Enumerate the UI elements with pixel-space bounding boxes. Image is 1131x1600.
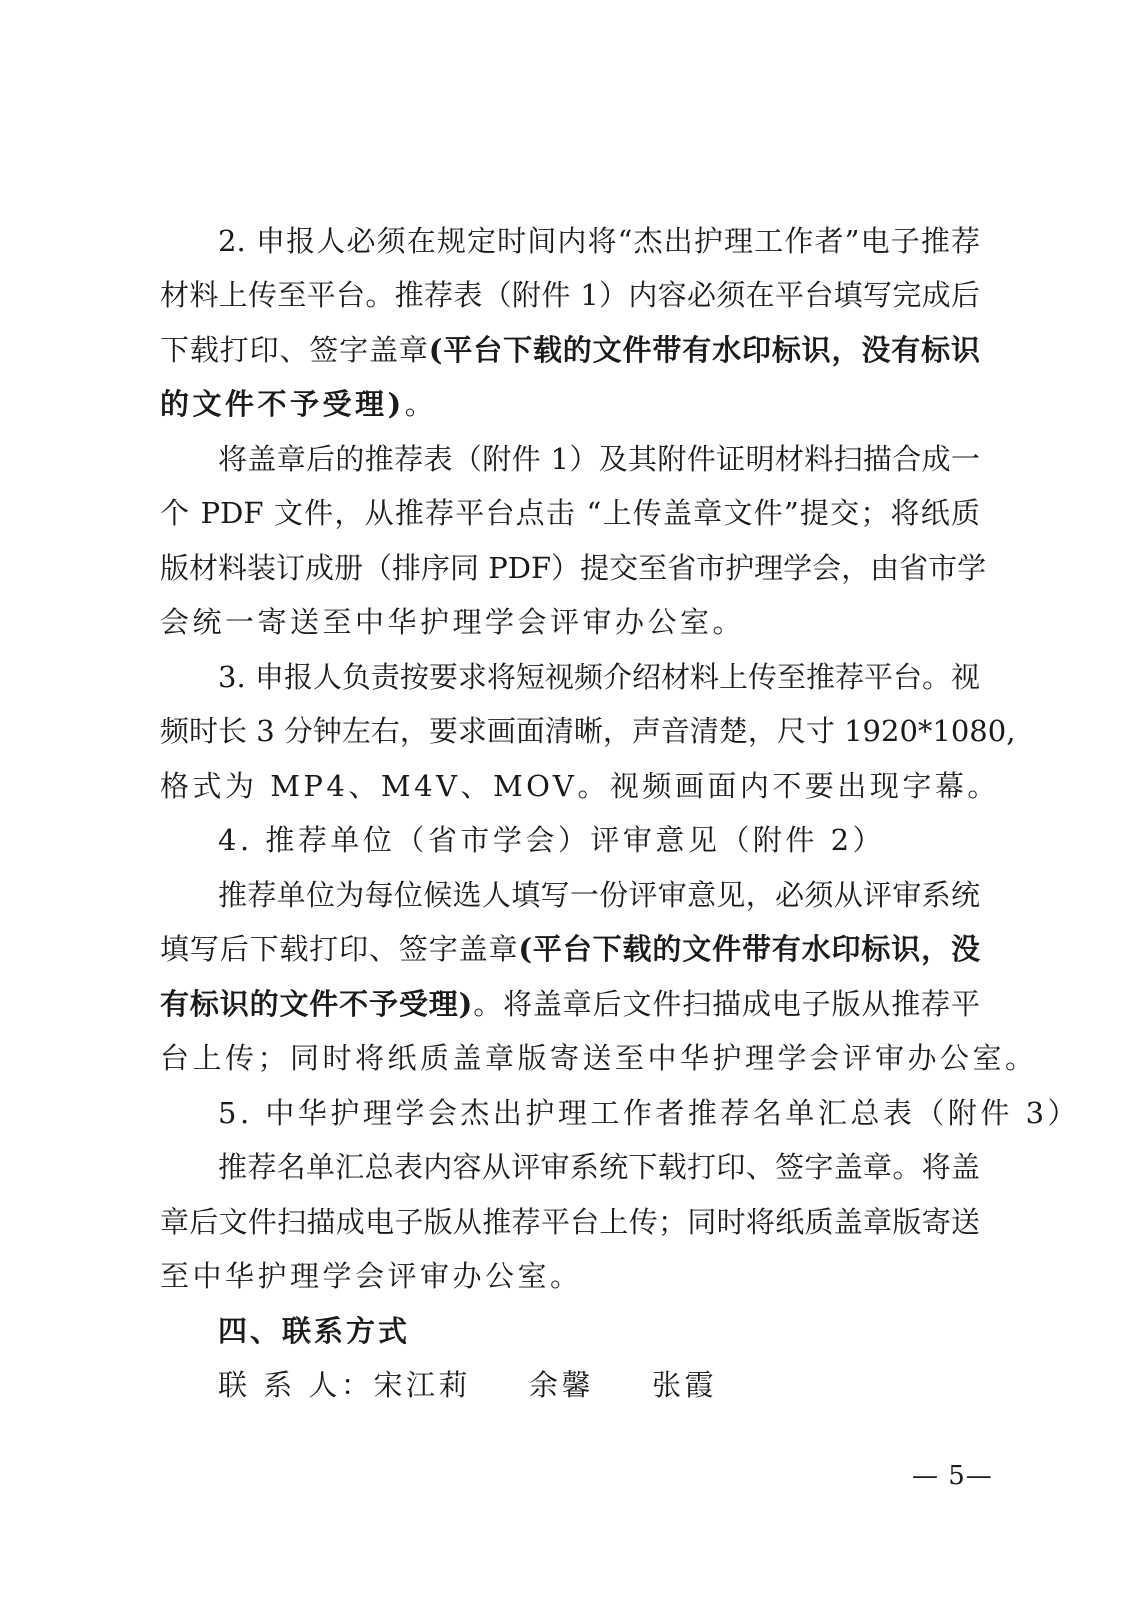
contact-name: 宋江莉 <box>373 1368 471 1402</box>
paragraph-line: 4. 推荐单位（省市学会）评审意见（附件 2） <box>218 823 886 857</box>
paragraph-line: 推荐单位为每位候选人填写一份评审意见，必须从评审系统 <box>218 878 980 912</box>
contact-label: 联 系 人： <box>218 1368 374 1402</box>
paragraph-text: 。将盖章后文件扫描成电子版从推荐平 <box>472 987 980 1021</box>
paragraph-line: 推荐名单汇总表内容从评审系统下载打印、签字盖章。将盖 <box>218 1150 980 1184</box>
paragraph-text: 。 <box>404 387 438 421</box>
paragraph-line: 至中华护理学会评审办公室。 <box>160 1259 583 1293</box>
section-heading: 四、联系方式 <box>218 1314 411 1348</box>
contact-line <box>218 1365 980 1405</box>
paragraph-line <box>160 330 980 370</box>
paragraph-text: 填写后下载打印、签字盖章 <box>160 932 519 966</box>
contact-name: 余馨 <box>528 1368 594 1402</box>
paragraph-text: 下载打印、签字盖章 <box>160 333 429 367</box>
paragraph-line: 将盖章后的推荐表（附件 1）及其附件证明材料扫描合成一 <box>218 442 980 476</box>
paragraph-line: 5. 中华护理学会杰出护理工作者推荐名单汇总表（附件 3） <box>218 1096 1081 1130</box>
paragraph-line: 材料上传至平台。推荐表（附件 1）内容必须在平台填写完成后 <box>160 278 980 312</box>
bold-notice-text: (平台下载的文件带有水印标识，没有标识 <box>428 333 980 367</box>
paragraph-line: 个 PDF 文件，从推荐平台点击 “上传盖章文件”提交；将纸质 <box>160 496 980 530</box>
paragraph-line: 格式为 MP4、M4V、MOV。视频画面内不要出现字幕。 <box>160 769 1000 803</box>
paragraph-line: 频时长 3 分钟左右，要求画面清晰，声音清楚，尺寸 1920*1080, <box>160 714 1016 748</box>
paragraph-line: 3. 申报人负责按要求将短视频介绍材料上传至推荐平台。视 <box>218 660 980 694</box>
paragraph-line <box>160 984 980 1024</box>
bold-notice-text: (平台下载的文件带有水印标识，没 <box>518 932 980 966</box>
paragraph-line: 台上传；同时将纸质盖章版寄送至中华护理学会评审办公室。 <box>160 1041 1038 1075</box>
paragraph-line: 2. 申报人必须在规定时间内将“杰出护理工作者”电子推荐 <box>218 224 980 258</box>
paragraph-line <box>160 384 980 424</box>
contact-name: 张霞 <box>651 1368 717 1402</box>
page-number: — 5— <box>912 1461 993 1491</box>
bold-notice-text: 的文件不予受理) <box>160 387 405 421</box>
paragraph-line <box>160 929 980 969</box>
bold-notice-text: 有标识的文件不予受理) <box>160 987 473 1021</box>
paragraph-line: 会统一寄送至中华护理学会评审办公室。 <box>160 605 746 639</box>
paragraph-line: 版材料装订成册（排序同 PDF）提交至省市护理学会，由省市学 <box>160 551 987 585</box>
paragraph-line: 章后文件扫描成电子版从推荐平台上传；同时将纸质盖章版寄送 <box>160 1205 980 1239</box>
